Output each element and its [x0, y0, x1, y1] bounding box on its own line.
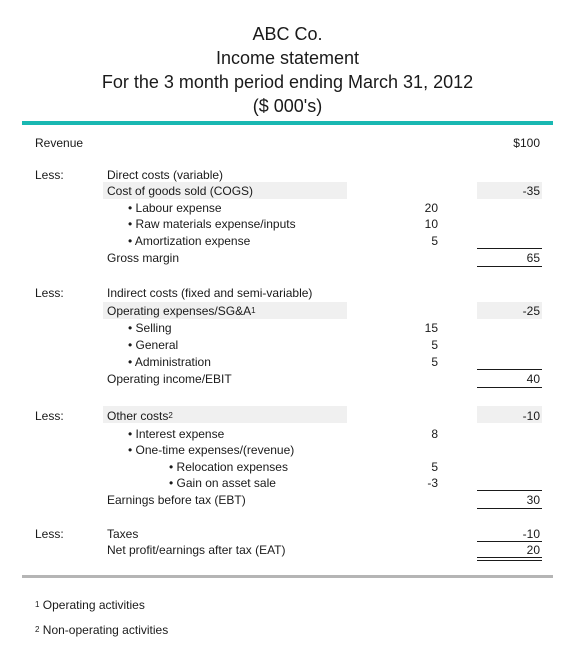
- direct-item-label: • Amortization expense: [128, 234, 251, 248]
- onetime-item-label: • Gain on asset sale: [169, 476, 276, 490]
- ebit-label: Operating income/EBIT: [107, 372, 232, 386]
- company-name: ABC Co.: [252, 24, 323, 44]
- gross-margin-label: Gross margin: [107, 251, 180, 265]
- revenue-label: Revenue: [35, 136, 84, 150]
- direct-costs-heading: Direct costs (variable): [107, 168, 224, 182]
- gross-margin-underline: [477, 266, 542, 267]
- statement-title: [0, 22, 575, 118]
- indirect-item-value: 5: [431, 338, 438, 352]
- net-profit-value: 20: [526, 543, 540, 557]
- direct-item-label: • Labour expense: [128, 201, 222, 215]
- footnote: $^1$ Operating activities: [35, 598, 145, 612]
- revenue-value: $100: [513, 136, 540, 150]
- less-label: Less:: [35, 168, 64, 182]
- top-divider: [22, 121, 553, 125]
- units-line: ($ 000's): [252, 96, 323, 116]
- indirect-item-label: • Administration: [128, 355, 211, 369]
- footnote-marker: 1: [251, 306, 256, 315]
- ebt-label: Earnings before tax (EBT): [107, 493, 246, 507]
- interest-expense-label: • Interest expense: [128, 427, 225, 441]
- gross-margin-value: 65: [526, 251, 540, 265]
- net-profit-double-rule: [477, 560, 542, 561]
- interest-expense-value: 8: [431, 427, 438, 441]
- ebt-value: 30: [526, 493, 540, 507]
- net-profit-rule: [477, 541, 542, 542]
- other-costs-label: Other costs$^2$: [107, 409, 173, 423]
- footnote-marker: 2: [35, 625, 40, 634]
- opex-label: Operating expenses/$SG\&A^1$: [107, 304, 256, 318]
- net-profit-double-rule: [477, 557, 542, 558]
- indirect-item-label: • General: [128, 338, 179, 352]
- direct-item-value: 5: [431, 234, 438, 248]
- onetime-item-value: 5: [431, 460, 438, 474]
- footnote-marker: 1: [35, 600, 40, 609]
- ebit-underline: [477, 387, 542, 388]
- onetime-item-label: • Relocation expenses: [169, 460, 288, 474]
- period-line: For the 3 month period ending March 31, 2012: [101, 72, 474, 92]
- gross-margin-rule: [477, 248, 542, 249]
- onetime-item-value: -3: [427, 476, 438, 490]
- ebit-value: 40: [526, 372, 540, 386]
- footnote: $^2$ Non-operating activities: [35, 623, 169, 637]
- other-costs-total: -10: [522, 409, 540, 423]
- indirect-item-value: 15: [424, 321, 438, 335]
- ebit-rule: [477, 369, 542, 370]
- less-label: Less:: [35, 286, 64, 300]
- ebt-underline: [477, 508, 542, 509]
- statement-name: Income statement: [215, 48, 360, 68]
- less-label: Less:: [35, 527, 64, 541]
- opex-total: -25: [522, 304, 540, 318]
- less-label: Less:: [35, 409, 64, 423]
- bottom-divider: [22, 575, 553, 578]
- net-profit-label: Net profit/earnings after tax (EAT): [107, 543, 286, 557]
- onetime-expenses-label: • One-time expenses/(revenue): [128, 443, 295, 457]
- direct-item-value: 10: [424, 217, 438, 231]
- footnote-marker: 2: [168, 411, 173, 420]
- cogs-label: Cost of goods sold (COGS): [107, 184, 254, 198]
- indirect-item-label: • Selling: [128, 321, 172, 335]
- cogs-total: -35: [522, 184, 540, 198]
- taxes-label: Taxes: [107, 527, 139, 541]
- indirect-item-value: 5: [431, 355, 438, 369]
- direct-item-value: 20: [424, 201, 438, 215]
- direct-item-label: • Raw materials expense/inputs: [128, 217, 296, 231]
- indirect-costs-heading: Indirect costs (fixed and semi-variable): [107, 286, 313, 300]
- ebt-rule: [477, 490, 542, 491]
- taxes-value: -10: [522, 527, 540, 541]
